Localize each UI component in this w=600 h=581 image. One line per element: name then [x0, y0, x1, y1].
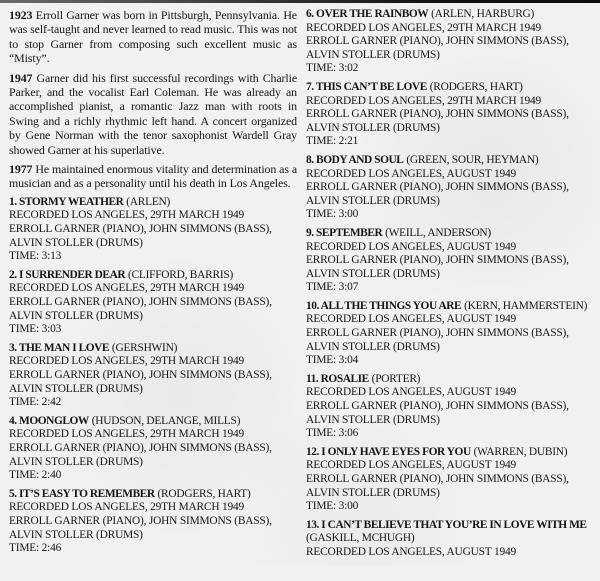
bio-paragraph-1947	[9, 71, 297, 157]
track-detail-line: ALVIN STOLLER (DRUMS)	[306, 194, 440, 207]
track-detail-line: TIME: 3:00	[306, 500, 359, 513]
track-title: 10. ALL THE THINGS YOU ARE	[306, 299, 462, 312]
track-detail-line: ALVIN STOLLER (DRUMS)	[9, 455, 143, 468]
track-composers: (GASKILL, MCHUGH)	[306, 532, 415, 545]
track-composers: (GREEN, SOUR, HEYMAN)	[406, 153, 539, 166]
bio-text: Garner did his first successful recordings with Charlie Parker, and the vocalist Earl Coleman. He was already an accomplished pianist, a romantic Jazz man with roots in Swing and a richly rhythmic left hand. A concert organized by Gene Norman with the tenor saxophonist Wardell Gray showed Garner at his superlative.	[9, 70, 297, 157]
track-title: 11. ROSALIE	[306, 372, 369, 385]
track-entry	[9, 342, 297, 410]
bio-text: He maintained enormous vitality and determination as a musician and as a personality until his death in Los Angeles.	[9, 162, 298, 191]
track-detail-line: RECORDED LOS ANGELES, AUGUST 1949	[306, 545, 516, 558]
track-detail-line: ALVIN STOLLER (DRUMS)	[306, 413, 440, 426]
track-detail-line: ALVIN STOLLER (DRUMS)	[306, 486, 440, 499]
track-detail-line: RECORDED LOS ANGELES, 29TH MARCH 1949	[9, 501, 244, 514]
track-detail-line: ALVIN STOLLER (DRUMS)	[9, 236, 143, 249]
track-entry	[306, 227, 594, 295]
track-composers: (HUDSON, DELANGE, MILLS)	[91, 414, 241, 427]
track-title: 4. MOONGLOW	[9, 414, 89, 427]
track-composers: (ARLEN, HARBURG)	[431, 8, 535, 20]
track-detail-line: ALVIN STOLLER (DRUMS)	[9, 382, 143, 395]
track-detail-line: ALVIN STOLLER (DRUMS)	[306, 340, 440, 353]
track-detail-line: TIME: 3:07	[306, 281, 359, 294]
track-title: 6. OVER THE RAINBOW	[306, 8, 429, 20]
track-detail-line: ERROLL GARNER (PIANO), JOHN SIMMONS (BASS),	[306, 181, 569, 194]
track-detail-line: TIME: 3:13	[9, 250, 62, 263]
track-entry	[306, 300, 594, 368]
track-composers: (ARLEN)	[126, 195, 171, 208]
track-composers: (RODGERS, HART)	[429, 80, 523, 93]
track-detail-line: TIME: 3:02	[306, 62, 359, 75]
track-title-line	[306, 519, 594, 546]
track-detail-line: ERROLL GARNER (PIANO), JOHN SIMMONS (BASS),	[306, 35, 569, 48]
tracklist-right	[306, 8, 594, 560]
track-detail-line: ERROLL GARNER (PIANO), JOHN SIMMONS (BASS),	[306, 400, 569, 413]
track-detail-line: ERROLL GARNER (PIANO), JOHN SIMMONS (BASS),	[306, 254, 569, 267]
liner-notes-content	[0, 3, 600, 565]
track-detail-line: RECORDED LOS ANGELES, AUGUST 1949	[306, 313, 516, 326]
track-title-line	[9, 196, 297, 210]
track-title-line	[9, 415, 297, 429]
track-composers: (RODGERS, HART)	[157, 487, 251, 500]
track-detail-line: RECORDED LOS ANGELES, AUGUST 1949	[306, 386, 516, 399]
track-entry	[306, 154, 594, 222]
track-detail-line: ALVIN STOLLER (DRUMS)	[9, 528, 143, 541]
track-composers: (PORTER)	[371, 372, 421, 385]
track-entry	[9, 196, 297, 264]
track-detail-line: RECORDED LOS ANGELES, 29TH MARCH 1949	[306, 21, 541, 34]
track-entry	[306, 373, 594, 441]
track-composers: (KERN, HAMMERSTEIN)	[464, 299, 588, 312]
track-detail-line: TIME: 3:00	[306, 208, 359, 221]
track-title: 2. I SURRENDER DEAR	[9, 268, 126, 281]
track-entry	[9, 415, 297, 483]
track-detail-line: ALVIN STOLLER (DRUMS)	[306, 48, 440, 61]
track-detail-line: ERROLL GARNER (PIANO), JOHN SIMMONS (BASS),	[306, 473, 569, 485]
track-composers: (WEILL, ANDERSON)	[385, 226, 491, 239]
right-column	[306, 8, 594, 565]
track-detail-line: ALVIN STOLLER (DRUMS)	[9, 309, 143, 322]
track-composers: (WARREN, DUBIN)	[473, 445, 568, 458]
track-detail-line: TIME: 2:21	[306, 135, 359, 148]
track-detail-line: TIME: 3:04	[306, 354, 359, 367]
bio-text: Erroll Garner was born in Pittsburgh, Pennsylvania. He was self-taught and never learned to read music. This was not to stop Garner from composing such excellent music as “Misty”.	[9, 8, 297, 66]
track-detail-line: ALVIN STOLLER (DRUMS)	[306, 267, 440, 280]
track-detail-line: RECORDED LOS ANGELES, 29TH MARCH 1949	[9, 209, 244, 222]
track-detail-line: ERROLL GARNER (PIANO), JOHN SIMMONS (BASS),	[9, 223, 272, 236]
track-title-line	[306, 227, 594, 241]
track-detail-line: TIME: 2:46	[9, 542, 62, 555]
track-detail-line: RECORDED LOS ANGELES, 29TH MARCH 1949	[9, 428, 244, 441]
track-title: 1. STORMY WEATHER	[9, 195, 124, 208]
left-column	[9, 8, 297, 565]
track-detail-line: RECORDED LOS ANGELES, 29TH MARCH 1949	[9, 282, 244, 295]
track-entry	[9, 488, 297, 556]
track-detail-line: ERROLL GARNER (PIANO), JOHN SIMMONS (BASS),	[9, 369, 272, 381]
tracklist-left	[9, 196, 297, 556]
bio-paragraph-1923	[9, 8, 297, 66]
track-entry	[306, 8, 594, 76]
track-title: 8. BODY AND SOUL	[306, 153, 404, 166]
track-detail-line: RECORDED LOS ANGELES, 29TH MARCH 1949	[306, 94, 541, 107]
track-title-line	[306, 300, 594, 314]
track-title-line	[306, 446, 594, 460]
track-detail-line: ERROLL GARNER (PIANO), JOHN SIMMONS (BASS),	[306, 327, 569, 340]
track-title: 7. THIS CAN’T BE LOVE	[306, 80, 427, 93]
track-title: 3. THE MAN I LOVE	[9, 341, 110, 354]
track-detail-line: RECORDED LOS ANGELES, AUGUST 1949	[306, 459, 516, 472]
biography-section	[9, 8, 297, 191]
track-title-line	[306, 81, 594, 95]
track-detail-line: ERROLL GARNER (PIANO), JOHN SIMMONS (BASS),	[9, 296, 272, 309]
track-detail-line: ALVIN STOLLER (DRUMS)	[306, 121, 440, 134]
track-detail-line: ERROLL GARNER (PIANO), JOHN SIMMONS (BASS),	[9, 441, 272, 454]
track-detail-line: RECORDED LOS ANGELES, AUGUST 1949	[306, 240, 516, 253]
track-detail-line: RECORDED LOS ANGELES, 29TH MARCH 1949	[9, 355, 244, 368]
bio-year: 1923	[9, 8, 33, 22]
track-title: 5. IT’S EASY TO REMEMBER	[9, 487, 155, 500]
track-entry	[306, 519, 594, 560]
track-composers: (CLIFFORD, BARRIS)	[128, 268, 233, 281]
track-composers: (GERSHWIN)	[111, 341, 178, 354]
track-detail-line: ERROLL GARNER (PIANO), JOHN SIMMONS (BASS),	[306, 108, 569, 121]
track-entry	[306, 81, 594, 149]
track-title-line	[9, 488, 297, 502]
track-detail-line: TIME: 2:42	[9, 396, 62, 409]
bio-paragraph-1977	[9, 162, 297, 191]
bio-year: 1977	[9, 162, 33, 177]
track-title: 13. I CAN’T BELIEVE THAT YOU’RE IN LOVE WITH ME	[306, 518, 587, 531]
track-entry	[306, 446, 594, 514]
track-detail-line: TIME: 3:06	[306, 427, 359, 440]
track-title-line	[9, 342, 297, 356]
track-detail-line: RECORDED LOS ANGELES, AUGUST 1949	[306, 167, 516, 180]
track-title-line	[306, 8, 594, 22]
track-entry	[9, 269, 297, 337]
track-detail-line: TIME: 3:03	[9, 323, 62, 336]
track-detail-line: ERROLL GARNER (PIANO), JOHN SIMMONS (BASS),	[9, 514, 272, 527]
track-title-line	[306, 154, 594, 168]
track-title: 12. I ONLY HAVE EYES FOR YOU	[306, 445, 471, 458]
track-title-line	[9, 269, 297, 283]
track-detail-line: TIME: 2:40	[9, 469, 62, 482]
track-title: 9. SEPTEMBER	[306, 226, 383, 239]
track-title-line	[306, 373, 594, 387]
bio-year: 1947	[9, 70, 33, 85]
